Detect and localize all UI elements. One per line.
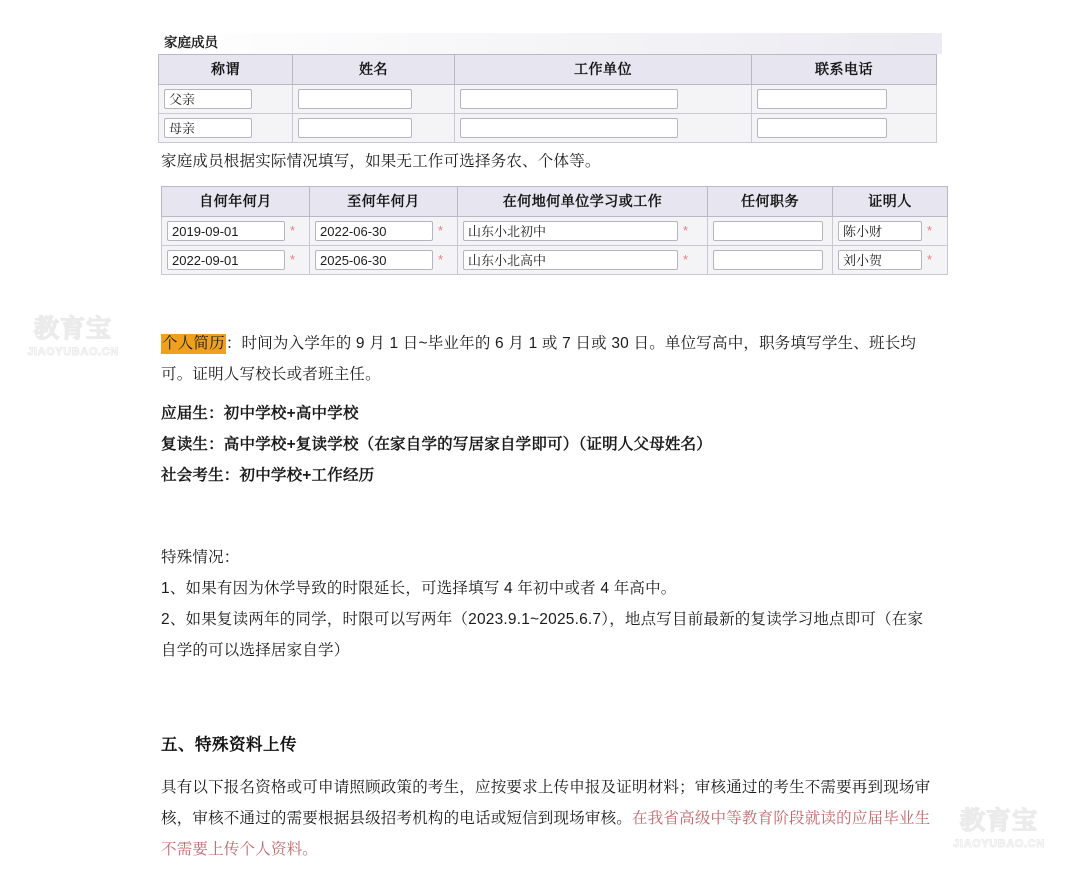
cell-appellation bbox=[159, 114, 293, 143]
upload-section-body bbox=[161, 772, 933, 865]
column-header-work-unit: 工作单位 bbox=[455, 55, 752, 85]
cell-work-unit bbox=[455, 114, 752, 143]
watermark-cn-text: 教育宝 bbox=[33, 315, 112, 343]
required-asterisk: * bbox=[290, 223, 296, 238]
column-header-to-date: 至何年何月 bbox=[310, 187, 458, 217]
table-row bbox=[159, 114, 937, 143]
cell-to-date bbox=[310, 246, 458, 275]
column-header-phone: 联系电话 bbox=[752, 55, 937, 85]
cell-work-unit bbox=[455, 85, 752, 114]
resume-table bbox=[161, 186, 948, 275]
work-unit-input[interactable] bbox=[460, 118, 678, 138]
table-row bbox=[162, 246, 948, 275]
column-header-place-unit: 在何地何单位学习或工作 bbox=[458, 187, 708, 217]
column-header-from-date: 自何年何月 bbox=[162, 187, 310, 217]
watermark-en-text: JIAOYUBAO.CN bbox=[953, 838, 1045, 850]
appellation-input[interactable]: 母亲 bbox=[164, 118, 252, 138]
required-asterisk: * bbox=[683, 223, 689, 238]
to-date-input[interactable]: 2025-06-30 bbox=[315, 250, 433, 270]
from-date-input[interactable]: 2019-09-01 bbox=[167, 221, 285, 241]
watermark-logo bbox=[14, 314, 132, 376]
required-asterisk: * bbox=[683, 252, 689, 267]
family-members-section bbox=[158, 33, 942, 143]
cell-place-unit bbox=[458, 246, 708, 275]
watermark-en-text: JIAOYUBAO.CN bbox=[27, 346, 119, 358]
position-input[interactable] bbox=[713, 250, 823, 270]
name-input[interactable] bbox=[298, 118, 412, 138]
position-input[interactable] bbox=[713, 221, 823, 241]
special-case-item-1: 1、如果有因为休学导致的时限延长，可选择填写 4 年初中或者 4 年高中。 bbox=[161, 580, 677, 597]
cell-name bbox=[293, 85, 455, 114]
place-unit-input[interactable]: 山东小北高中 bbox=[463, 250, 678, 270]
cell-phone bbox=[752, 85, 937, 114]
family-members-table bbox=[158, 54, 937, 143]
to-date-input[interactable]: 2022-06-30 bbox=[315, 221, 433, 241]
table-row bbox=[159, 85, 937, 114]
name-input[interactable] bbox=[298, 89, 412, 109]
resume-guidance-intro: 时间为入学年的 9 月 1 日~毕业年的 6 月 1 或 7 日或 30 日。单位写高中，职务填写学生、班长均可。证明人写校长或者班主任。 bbox=[161, 335, 917, 383]
special-cases-title: 特殊情况： bbox=[161, 549, 240, 566]
table-row bbox=[162, 217, 948, 246]
table-header-row bbox=[162, 187, 948, 217]
resume-guidance-highlight: 个人简历 bbox=[162, 335, 225, 352]
cell-from-date bbox=[162, 217, 310, 246]
required-asterisk: * bbox=[290, 252, 296, 267]
resume-section bbox=[161, 186, 948, 275]
cell-witness bbox=[833, 217, 948, 246]
place-unit-input[interactable]: 山东小北初中 bbox=[463, 221, 678, 241]
resume-bullet-fresh-graduate: 应届生：初中学校+高中学校 bbox=[161, 405, 359, 422]
from-date-input[interactable]: 2022-09-01 bbox=[167, 250, 285, 270]
cell-name bbox=[293, 114, 455, 143]
cell-phone bbox=[752, 114, 937, 143]
family-members-note: 家庭成员根据实际情况填写，如果无工作可选择务农、个体等。 bbox=[161, 153, 601, 170]
cell-witness bbox=[833, 246, 948, 275]
upload-body-black-text: 具有以下报名资格或可申请照顾政策的考生，应按要求上传申报及证明材料；审核通过的考生不需要再到现场审核，审核不通过的需要根据县级招考机构的电话或短信到现场审核。 bbox=[161, 779, 931, 827]
resume-guidance-colon: ： bbox=[225, 335, 242, 352]
required-asterisk: * bbox=[927, 252, 933, 267]
upload-body-red-text: 在我省高级中等教育阶段就读的应届毕业生不需要上传个人资料。 bbox=[161, 810, 931, 858]
witness-input[interactable]: 刘小贺 bbox=[838, 250, 922, 270]
column-header-name: 姓名 bbox=[293, 55, 455, 85]
phone-input[interactable] bbox=[757, 118, 887, 138]
phone-input[interactable] bbox=[757, 89, 887, 109]
cell-appellation bbox=[159, 85, 293, 114]
required-asterisk: * bbox=[927, 223, 933, 238]
required-asterisk: * bbox=[438, 252, 444, 267]
resume-bullet-repeater: 复读生：高中学校+复读学校（在家自学的写居家自学即可）（证明人父母姓名） bbox=[161, 436, 713, 453]
cell-from-date bbox=[162, 246, 310, 275]
cell-position bbox=[708, 217, 833, 246]
table-header-row bbox=[159, 55, 937, 85]
column-header-witness: 证明人 bbox=[833, 187, 948, 217]
cell-to-date bbox=[310, 217, 458, 246]
column-header-appellation: 称谓 bbox=[159, 55, 293, 85]
cell-place-unit bbox=[458, 217, 708, 246]
appellation-input[interactable]: 父亲 bbox=[164, 89, 252, 109]
watermark-logo-secondary bbox=[940, 806, 1058, 868]
resume-guidance-paragraph bbox=[161, 328, 921, 390]
column-header-position: 任何职务 bbox=[708, 187, 833, 217]
work-unit-input[interactable] bbox=[460, 89, 678, 109]
upload-section-heading: 五、特殊资料上传 bbox=[161, 736, 297, 754]
watermark-cn-text: 教育宝 bbox=[959, 807, 1038, 835]
special-case-item-2: 2、如果复读两年的同学，时限可以写两年（2023.9.1~2025.6.7），地点写目前最新的复读学习地点即可（在家自学的可以选择居家自学） bbox=[161, 611, 924, 659]
resume-bullet-social-candidate: 社会考生：初中学校+工作经历 bbox=[161, 467, 375, 484]
cell-position bbox=[708, 246, 833, 275]
witness-input[interactable]: 陈小财 bbox=[838, 221, 922, 241]
family-members-label: 家庭成员 bbox=[158, 33, 942, 54]
required-asterisk: * bbox=[438, 223, 444, 238]
